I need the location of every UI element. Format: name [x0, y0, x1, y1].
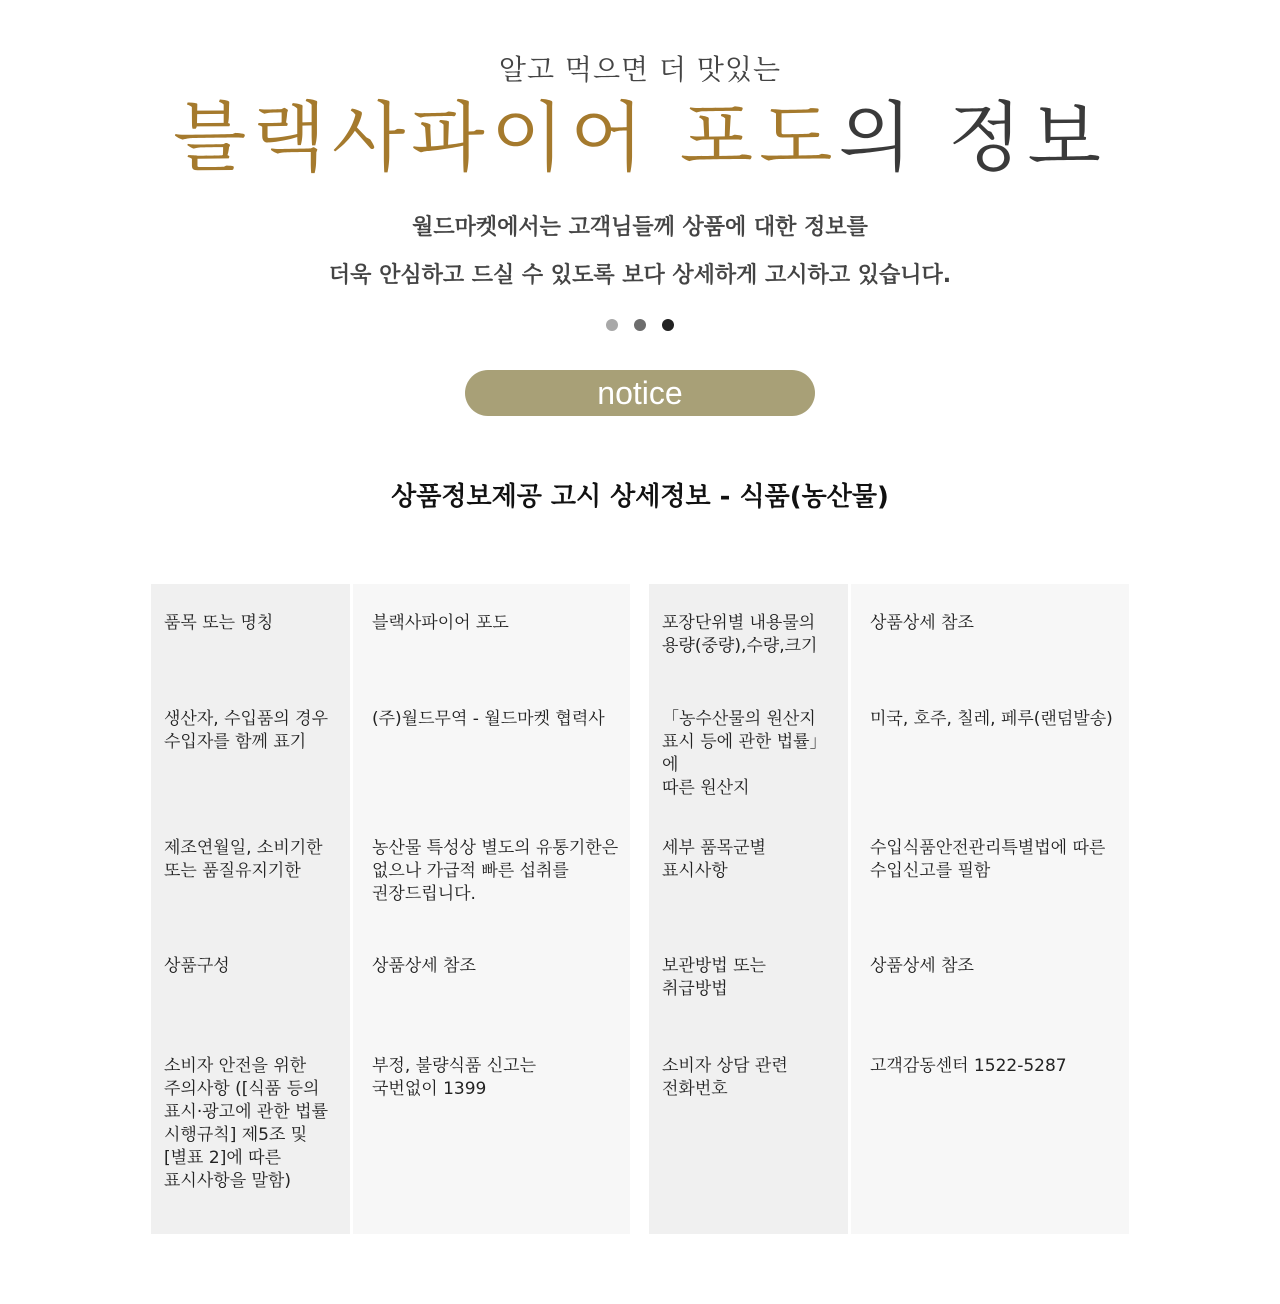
- table-label: 포장단위별 내용물의 용량(중량),수량,크기: [662, 613, 818, 656]
- label-column-2: [649, 584, 848, 1234]
- product-info-table: [151, 584, 1129, 1234]
- slide-dot-2[interactable]: [634, 319, 646, 331]
- table-value: 고객감동센터 1522-5287: [870, 1056, 1067, 1076]
- table-label: 생산자, 수입품의 경우 수입자를 함께 표기: [164, 709, 329, 752]
- table-label: 세부 품목군별 표시사항: [662, 838, 766, 881]
- header-kicker: 알고 먹으면 더 맛있는: [498, 53, 782, 86]
- section-title: 상품정보제공 고시 상세정보 - 식품(농산물): [391, 482, 889, 512]
- page-title: [0, 90, 1280, 186]
- table-label: 소비자 상담 관련 전화번호: [662, 1056, 788, 1099]
- table-value: 농산물 특성상 별도의 유통기한은 없으나 가급적 빠른 섭취를 권장드립니다.: [372, 838, 619, 904]
- table-value: 부정, 불량식품 신고는 국번없이 1399: [372, 1056, 537, 1099]
- page-title-rest: 의 정보: [838, 93, 1107, 182]
- notice-badge: notice: [465, 370, 815, 416]
- table-label: 제조연월일, 소비기한 또는 품질유지기한: [164, 838, 323, 881]
- table-label: 「농수산물의 원산지 표시 등에 관한 법률」에 따른 원산지: [662, 709, 827, 798]
- intro-line-2: 더욱 안심하고 드실 수 있도록 보다 상세하게 고시하고 있습니다.: [328, 263, 952, 288]
- table-label: 상품구성: [164, 956, 230, 976]
- label-column-1: [151, 584, 350, 1234]
- table-value: 미국, 호주, 칠레, 페루(랜덤발송): [870, 709, 1113, 729]
- table-value: 상품상세 참조: [372, 956, 476, 976]
- value-column-1: [353, 584, 630, 1234]
- intro-line-1: 월드마켓에서는 고객님들께 상품에 대한 정보를: [412, 215, 868, 240]
- table-value: (주)월드무역 - 월드마켓 협력사: [372, 709, 605, 729]
- table-label: 품목 또는 명칭: [164, 613, 274, 633]
- page-title-accent: 블랙사파이어 포도: [173, 93, 839, 182]
- table-value: 블랙사파이어 포도: [372, 613, 509, 633]
- table-value: 상품상세 참조: [870, 956, 974, 976]
- table-label: 소비자 안전을 위한 주의사항 ([식품 등의 표시·광고에 관한 법률 시행규칙] 제5조 및 [별표 2]에 따른 표시사항을 말함): [164, 1056, 329, 1191]
- slide-dot-3[interactable]: [662, 319, 674, 331]
- table-value: 상품상세 참조: [870, 613, 974, 633]
- table-label: 보관방법 또는 취급방법: [662, 956, 766, 999]
- slide-dot-1[interactable]: [606, 319, 618, 331]
- slide-dots: [0, 319, 1280, 331]
- value-column-2: [851, 584, 1129, 1234]
- table-value: 수입식품안전관리특별법에 따른 수입신고를 필함: [870, 838, 1106, 881]
